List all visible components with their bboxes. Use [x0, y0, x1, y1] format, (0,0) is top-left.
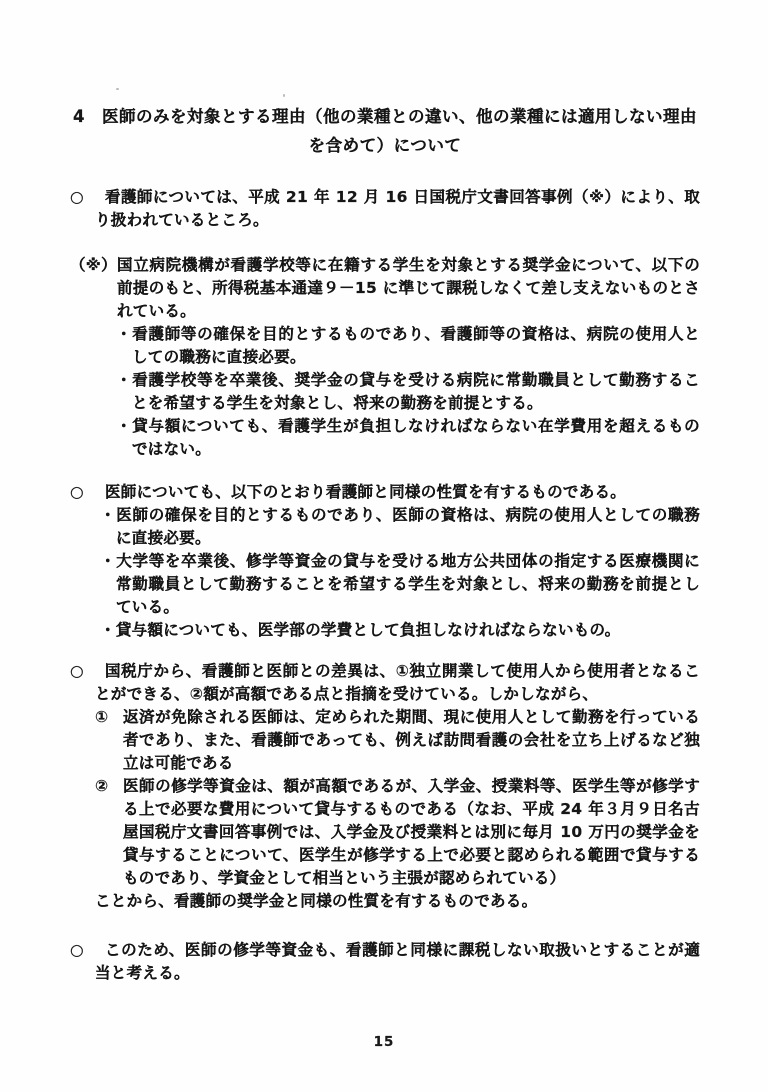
doctor-bullet-2 [100, 550, 700, 619]
note-heading [70, 254, 700, 323]
note-bullet-1 [116, 323, 700, 369]
scan-speck [283, 94, 285, 97]
paragraph-text: 看護師については、平成 21 年 12 月 16 日国税庁文書回答事例（※）により、取り扱われているところ。 [95, 188, 700, 229]
paragraph-doctor-similarity-head [70, 481, 700, 504]
note-bullet-3-text: 貸与額についても、看護学生が負担しなければならない在学費用を超えるものではない。 [132, 417, 700, 458]
scan-speck [116, 88, 119, 90]
circle-marker: ○ [70, 483, 84, 501]
paragraph-nta-difference-head [70, 660, 700, 706]
note-bullet-2 [116, 369, 700, 415]
document-content [70, 102, 700, 985]
note-bullet-2-text: 看護学校等を卒業後、奨学金の貸与を受ける病院に常勤職員として勤務することを希望する学生を対象とし、将来の勤務を前提とする。 [132, 371, 700, 412]
numbered-item-1-text: 返済が免除される医師は、定められた期間、現に使用人として勤務を行っている者であり、また、看護師であっても、例えば訪問看護の会社を立ち上げるなど独立は可能である [123, 708, 700, 772]
section-heading-line2: を含めて）について [308, 136, 462, 155]
paragraph-text: このため、医師の修学等資金も、看護師と同様に課税しない取扱いとすることが適当と考える。 [95, 941, 700, 982]
paragraph-nta-difference [70, 660, 700, 913]
circle-marker: ○ [70, 941, 84, 959]
bullet-marker: ・ [116, 371, 133, 389]
circled-number-1: ① [95, 708, 109, 726]
note-bullet-3 [116, 415, 700, 461]
paragraph-doctor-similarity [70, 481, 700, 642]
note-bullet-1-text: 看護師等の確保を目的とするものであり、看護師等の資格は、病院の使用人としての職務に直接必要。 [132, 325, 700, 366]
bullet-marker: ・ [116, 325, 133, 343]
circled-number-2: ② [95, 777, 109, 795]
doctor-bullet-2-text: 大学等を卒業後、修学等資金の貸与を受ける地方公共団体の指定する医療機関に常勤職員として勤務することを希望する学生を対象とし、将来の勤務を前提としている。 [116, 552, 700, 616]
bullet-marker: ・ [100, 621, 116, 639]
circle-marker: ○ [70, 662, 84, 680]
paragraph-conclusion [70, 939, 700, 985]
doctor-bullet-3-text: 貸与額についても、医学部の学費として負担しなければならないもの。 [115, 621, 621, 639]
numbered-item-2 [95, 775, 700, 890]
kome-marker: （※） [70, 256, 117, 274]
doctor-bullet-3 [100, 619, 700, 642]
circle-marker: ○ [70, 188, 84, 206]
section-heading-line1: 4 医師のみを対象とする理由（他の業種との違い、他の業種には適用しない理由 [73, 107, 697, 126]
doctor-bullet-1 [100, 504, 700, 550]
bullet-marker: ・ [100, 506, 117, 524]
note-text: 国立病院機構が看護学校等に在籍する学生を対象とする奨学金について、以下の前提のもと、所得税基本通達９－15 に準じて課税しなくて差し支えないものとされている。 [116, 256, 700, 320]
bullet-marker: ・ [116, 417, 133, 435]
doctor-bullets [70, 504, 700, 642]
doctor-bullet-1-text: 医師の確保を目的とするものであり、医師の資格は、病院の使用人としての職務に直接必要。 [116, 506, 700, 547]
note-block-kome [70, 254, 700, 461]
paragraph-text: 医師についても、以下のとおり看護師と同様の性質を有するものである。 [105, 483, 627, 501]
paragraph-nurse-precedent [70, 186, 700, 232]
numbered-item-2-text: 医師の修学等資金は、額が高額であるが、入学金、授業料等、医学生等が修学する上で必要な費用について貸与するものである（なお、平成 24 年３月９日名古屋国税庁文書回答事例では、入学金及び授業料とは別に毎月 10 万円の奨学金を貸与することについて、医学生が修学する上で必要と認められる範囲で貸与するものであり、学資金として相当という主張が認められている） [123, 777, 700, 887]
page-number: 15 [373, 1034, 395, 1050]
numbered-item-1 [95, 706, 700, 775]
paragraph-closing: ことから、看護師の奨学金と同様の性質を有するものである。 [95, 892, 538, 910]
bullet-marker: ・ [100, 552, 117, 570]
section-heading [70, 102, 700, 160]
paragraph-text: 国税庁から、看護師と医師との差異は、①独立開業して使用人から使用者となることができる、②額が高額である点と指摘を受けている。しかしながら、 [95, 662, 700, 703]
